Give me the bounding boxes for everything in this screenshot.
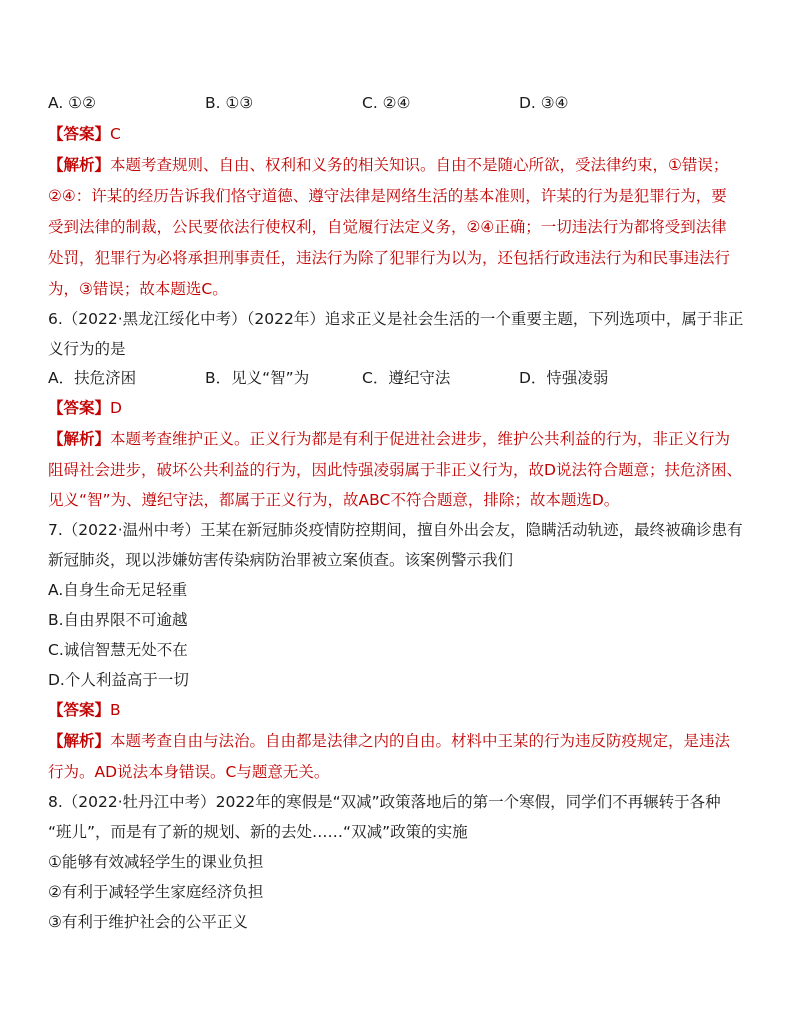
q6-answer [48, 398, 122, 418]
q8-item-2: ②有利于减轻学生家庭经济负担 [48, 883, 264, 901]
answer-tag: 【答案】 [48, 399, 111, 417]
q6-option-b: B．见义“智”为 [205, 369, 310, 387]
q6-analysis-line-3: 见义“智”为、遵纪守法，都属于正义行为，故ABC不符合题意，排除；故本题选D。 [48, 491, 620, 509]
q5-option-b: B. ①③ [205, 94, 254, 112]
q7-stem-line-1: 7.（2022·温州中考）王某在新冠肺炎疫情防控期间，擅自外出会友，隐瞒活动轨迹，最终被确诊患有 [48, 521, 743, 539]
q5-option-d: D. ③④ [519, 94, 569, 112]
answer-value: C [110, 125, 121, 143]
q8-stem-line-1: 8.（2022·牡丹江中考）2022年的寒假是“双减”政策落地后的第一个寒假，同学们不再辗转于各种 [48, 793, 721, 811]
q7-analysis-line-1 [48, 731, 730, 751]
analysis-text: 本题考查规则、自由、权利和义务的相关知识。自由不是随心所欲，受法律约束，①错误； [110, 156, 729, 174]
q7-answer [48, 700, 121, 720]
answer-tag: 【答案】 [48, 125, 111, 143]
q6-option-a: A．扶危济困 [48, 369, 137, 387]
q8-item-3: ③有利于维护社会的公平正义 [48, 913, 248, 931]
q6-stem-line-2: 义行为的是 [48, 340, 126, 358]
q5-answer [48, 124, 121, 144]
q5-option-c: C. ②④ [362, 94, 411, 112]
q7-analysis-line-2: 行为。AD说法本身错误。C与题意无关。 [48, 763, 330, 781]
q8-item-1: ①能够有效减轻学生的课业负担 [48, 853, 264, 871]
q7-option-d: D.个人利益高于一切 [48, 671, 189, 689]
analysis-text: 本题考查维护正义。正义行为都是有利于促进社会进步，维护公共利益的行为，非正义行为 [110, 430, 731, 448]
analysis-text: 本题考查自由与法治。自由都是法律之内的自由。材料中王某的行为违反防疫规定，是违法 [110, 732, 731, 750]
analysis-tag: 【解析】 [48, 156, 111, 174]
analysis-tag: 【解析】 [48, 732, 111, 750]
q5-analysis-line-2: ②④：许某的经历告诉我们恪守道德、遵守法律是网络生活的基本准则，许某的行为是犯罪行为，要 [48, 187, 727, 205]
answer-value: D [110, 399, 122, 417]
q7-option-c: C.诚信智慧无处不在 [48, 641, 188, 659]
q7-stem-line-2: 新冠肺炎，现以涉嫌妨害传染病防治罪被立案侦查。该案例警示我们 [48, 551, 514, 569]
analysis-tag: 【解析】 [48, 430, 111, 448]
answer-value: B [110, 701, 121, 719]
q5-analysis-line-1 [48, 155, 728, 175]
answer-tag: 【答案】 [48, 701, 111, 719]
q7-option-a: A.自身生命无足轻重 [48, 581, 188, 599]
q8-stem-line-2: “班儿”，而是有了新的规划、新的去处……“双减”政策的实施 [48, 823, 468, 841]
q6-analysis-line-1 [48, 429, 730, 449]
q5-analysis-line-3: 受到法律的制裁，公民要依法行使权利，自觉履行法定义务，②④正确；一切违法行为都将受到法律 [48, 218, 727, 236]
q6-option-d: D．恃强凌弱 [519, 369, 609, 387]
q6-analysis-line-2: 阻碍社会进步，破坏公共利益的行为，因此恃强凌弱属于非正义行为，故D说法符合题意；扶危济困、 [48, 461, 742, 479]
q5-analysis-line-4: 处罚，犯罪行为必将承担刑事责任，违法行为除了犯罪行为以为，还包括行政违法行为和民事违法行 [48, 249, 731, 267]
q7-option-b: B.自由界限不可逾越 [48, 611, 188, 629]
q6-stem-line-1: 6.（2022·黑龙江绥化中考）（2022年）追求正义是社会生活的一个重要主题，下列选项中，属于非正 [48, 310, 744, 328]
q6-option-c: C．遵纪守法 [362, 369, 451, 387]
q5-analysis-line-5: 为，③错误；故本题选C。 [48, 280, 228, 298]
q5-option-a: A. ①② [48, 94, 96, 112]
